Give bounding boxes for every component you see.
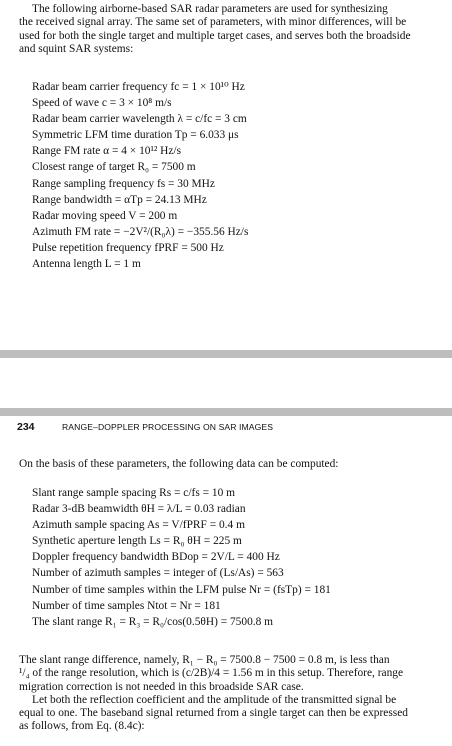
parameter-item: Azimuth FM rate = −2V²/(R₀λ) = −355.56 Hz/s <box>32 225 249 238</box>
computed-item: Radar 3-dB beamwidth θH = λ/L = 0.03 radian <box>32 503 246 516</box>
parameter-list <box>32 79 432 272</box>
computed-item: Number of azimuth samples = integer of (Ls/As) = 563 <box>32 567 284 580</box>
computed-list <box>32 485 432 630</box>
page-separator <box>0 350 452 416</box>
running-head: RANGE–DOPPLER PROCESSING ON SAR IMAGES <box>62 422 274 432</box>
computed-item: Azimuth sample spacing As = V/fPRF = 0.4 m <box>32 519 245 532</box>
text-line: migration correction is not needed in this broadside SAR case. <box>19 680 304 693</box>
text-line: On the basis of these parameters, the following data can be computed: <box>19 458 339 470</box>
separator-bar <box>0 350 452 358</box>
text-line: the received signal array. The same set of parameters, with minor differences, will be <box>19 16 407 29</box>
page-number: 234 <box>17 421 35 433</box>
parameter-item: Range bandwidth = αTp = 24.13 MHz <box>32 193 207 206</box>
text-line: Let both the reflection coefficient and the amplitude of the transmitted signal be <box>32 693 397 706</box>
computed-item: The slant range R₁ = R₃ = R₀/cos(0.5θH) = 7500.8 m <box>32 615 274 628</box>
computed-item: Doppler frequency bandwidth BDop = 2V/L = 400 Hz <box>32 551 280 564</box>
parameter-item: Antenna length L = 1 m <box>32 258 141 271</box>
text-line: ¹/₄ of the range resolution, which is (c/2B)/4 = 1.56 m in this setup. Therefore, range <box>19 667 404 680</box>
parameter-item: Radar beam carrier frequency fc = 1 × 10¹⁰ Hz <box>32 81 245 93</box>
text-line: and squint SAR systems: <box>19 42 134 55</box>
parameter-item: Speed of wave c = 3 × 10⁸ m/s <box>32 97 172 110</box>
parameter-item: Symmetric LFM time duration Tp = 6.033 μs <box>32 129 239 142</box>
computed-item: Number of time samples within the LFM pulse Nr = (fsTp) = 181 <box>32 583 331 596</box>
parameter-item: Range sampling frequency fs = 30 MHz <box>32 177 215 190</box>
computed-item: Slant range sample spacing Rs = c/fs = 10 m <box>32 487 235 499</box>
parameter-item: Closest range of target R₀ = 7500 m <box>32 161 196 174</box>
separator-bar <box>0 408 452 416</box>
page-header <box>17 421 437 437</box>
closing-paragraph <box>19 654 437 734</box>
text-line: The slant range difference, namely, R₁ − R₀ = 7500.8 − 7500 = 0.8 m, is less than <box>19 654 390 666</box>
text-line: used for both the single target and multiple target cases, and serves both the broadside <box>19 29 411 42</box>
parameter-item: Radar beam carrier wavelength λ = c/fc = 3 cm <box>32 113 247 126</box>
parameter-item: Radar moving speed V = 200 m <box>32 209 178 222</box>
lead-in-paragraph <box>19 458 437 471</box>
parameter-item: Range FM rate α = 4 × 10¹² Hz/s <box>32 145 182 158</box>
text-line: as follows, from Eq. (8.4c): <box>19 720 145 733</box>
upper-page <box>0 0 452 350</box>
computed-item: Synthetic aperture length Ls = R₀ θH = 225 m <box>32 535 242 548</box>
text-line: equal to one. The baseband signal returned from a single target can then be expressed <box>19 707 408 720</box>
computed-item: Number of time samples Ntot = Nr = 181 <box>32 599 221 612</box>
text-line: The following airborne-based SAR radar parameters are used for synthesizing <box>32 3 388 15</box>
intro-paragraph <box>19 3 437 56</box>
parameter-item: Pulse repetition frequency fPRF = 500 Hz <box>32 241 224 254</box>
